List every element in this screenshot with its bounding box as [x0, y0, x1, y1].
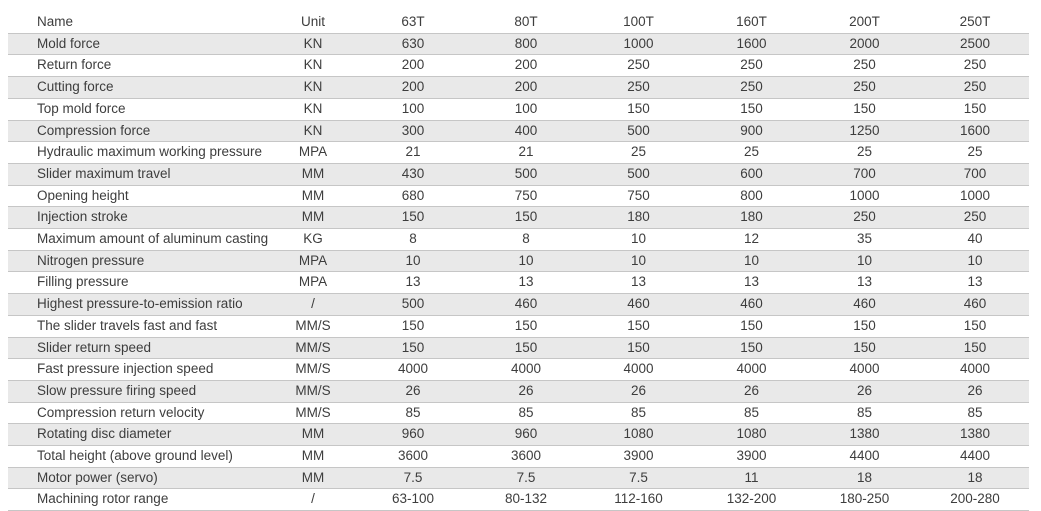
- value-cell: 200-280: [921, 489, 1029, 511]
- table-row: [8, 467, 1029, 489]
- value-cell: 112-160: [582, 489, 695, 511]
- value-cell: 200: [356, 77, 470, 99]
- spec-name-cell: Return force: [8, 55, 270, 77]
- unit-cell: MM: [270, 163, 356, 185]
- value-cell: 13: [582, 272, 695, 294]
- unit-cell: MPA: [270, 250, 356, 272]
- value-cell: 700: [808, 163, 921, 185]
- value-cell: 26: [470, 380, 582, 402]
- spec-name-cell: Slow pressure firing speed: [8, 380, 270, 402]
- value-cell: 21: [470, 142, 582, 164]
- value-cell: 250: [582, 55, 695, 77]
- value-cell: 1080: [582, 424, 695, 446]
- spec-name-cell: Highest pressure-to-emission ratio: [8, 294, 270, 316]
- value-cell: 11: [695, 467, 808, 489]
- unit-cell: MM: [270, 185, 356, 207]
- spec-name-cell: The slider travels fast and fast: [8, 315, 270, 337]
- table-row: [8, 77, 1029, 99]
- unit-cell: /: [270, 294, 356, 316]
- value-cell: 8: [470, 229, 582, 251]
- value-cell: 10: [921, 250, 1029, 272]
- value-cell: 85: [582, 402, 695, 424]
- spec-name-cell: Injection stroke: [8, 207, 270, 229]
- value-cell: 1380: [921, 424, 1029, 446]
- value-cell: 26: [582, 380, 695, 402]
- value-cell: 10: [808, 250, 921, 272]
- unit-cell: MPA: [270, 272, 356, 294]
- unit-cell: /: [270, 489, 356, 511]
- value-cell: 10: [582, 250, 695, 272]
- value-cell: 18: [921, 467, 1029, 489]
- table-row: [8, 359, 1029, 381]
- spec-name-cell: Rotating disc diameter: [8, 424, 270, 446]
- value-cell: 25: [695, 142, 808, 164]
- value-cell: 180: [695, 207, 808, 229]
- spec-name-cell: Compression return velocity: [8, 402, 270, 424]
- table-row: [8, 489, 1029, 511]
- spec-name-cell: Hydraulic maximum working pressure: [8, 142, 270, 164]
- unit-cell: MPA: [270, 142, 356, 164]
- value-cell: 150: [808, 315, 921, 337]
- value-cell: 85: [470, 402, 582, 424]
- value-cell: 7.5: [356, 467, 470, 489]
- unit-cell: MM: [270, 467, 356, 489]
- value-cell: 250: [808, 55, 921, 77]
- value-cell: 4400: [808, 446, 921, 468]
- value-cell: 630: [356, 33, 470, 55]
- table-row: [8, 55, 1029, 77]
- value-cell: 150: [356, 207, 470, 229]
- spec-name-cell: Total height (above ground level): [8, 446, 270, 468]
- value-cell: 1600: [921, 120, 1029, 142]
- value-cell: 960: [470, 424, 582, 446]
- unit-cell: MM/S: [270, 315, 356, 337]
- value-cell: 10: [695, 250, 808, 272]
- value-cell: 4000: [470, 359, 582, 381]
- unit-cell: KN: [270, 55, 356, 77]
- value-cell: 150: [695, 337, 808, 359]
- column-header: 250T: [921, 12, 1029, 33]
- value-cell: 13: [808, 272, 921, 294]
- value-cell: 460: [921, 294, 1029, 316]
- value-cell: 430: [356, 163, 470, 185]
- table-row: [8, 250, 1029, 272]
- value-cell: 150: [582, 315, 695, 337]
- spec-name-cell: Motor power (servo): [8, 467, 270, 489]
- table-row: [8, 272, 1029, 294]
- value-cell: 26: [695, 380, 808, 402]
- value-cell: 250: [921, 77, 1029, 99]
- value-cell: 600: [695, 163, 808, 185]
- value-cell: 3900: [695, 446, 808, 468]
- table-row: [8, 33, 1029, 55]
- spec-name-cell: Filling pressure: [8, 272, 270, 294]
- value-cell: 2500: [921, 33, 1029, 55]
- value-cell: 250: [582, 77, 695, 99]
- value-cell: 500: [582, 163, 695, 185]
- value-cell: 250: [921, 207, 1029, 229]
- value-cell: 1380: [808, 424, 921, 446]
- value-cell: 132-200: [695, 489, 808, 511]
- table-row: [8, 446, 1029, 468]
- value-cell: 35: [808, 229, 921, 251]
- value-cell: 4000: [356, 359, 470, 381]
- spec-table: [8, 12, 1029, 511]
- value-cell: 85: [921, 402, 1029, 424]
- value-cell: 150: [921, 315, 1029, 337]
- column-header: Unit: [270, 12, 356, 33]
- table-row: [8, 98, 1029, 120]
- value-cell: 7.5: [582, 467, 695, 489]
- value-cell: 700: [921, 163, 1029, 185]
- value-cell: 500: [356, 294, 470, 316]
- value-cell: 85: [695, 402, 808, 424]
- column-header: 160T: [695, 12, 808, 33]
- table-row: [8, 229, 1029, 251]
- table-row: [8, 142, 1029, 164]
- value-cell: 3600: [356, 446, 470, 468]
- table-row: [8, 163, 1029, 185]
- value-cell: 21: [356, 142, 470, 164]
- value-cell: 200: [356, 55, 470, 77]
- unit-cell: KN: [270, 33, 356, 55]
- value-cell: 26: [921, 380, 1029, 402]
- value-cell: 460: [582, 294, 695, 316]
- unit-cell: MM/S: [270, 380, 356, 402]
- value-cell: 1600: [695, 33, 808, 55]
- value-cell: 100: [470, 98, 582, 120]
- value-cell: 1000: [808, 185, 921, 207]
- value-cell: 150: [695, 98, 808, 120]
- value-cell: 500: [470, 163, 582, 185]
- value-cell: 4000: [808, 359, 921, 381]
- spec-name-cell: Machining rotor range: [8, 489, 270, 511]
- header-row: [8, 12, 1029, 33]
- value-cell: 750: [582, 185, 695, 207]
- table-row: [8, 380, 1029, 402]
- value-cell: 180: [582, 207, 695, 229]
- value-cell: 1250: [808, 120, 921, 142]
- value-cell: 460: [808, 294, 921, 316]
- value-cell: 200: [470, 77, 582, 99]
- column-header: 80T: [470, 12, 582, 33]
- value-cell: 150: [582, 98, 695, 120]
- value-cell: 200: [470, 55, 582, 77]
- value-cell: 13: [470, 272, 582, 294]
- table-row: [8, 185, 1029, 207]
- value-cell: 12: [695, 229, 808, 251]
- spec-name-cell: Opening height: [8, 185, 270, 207]
- value-cell: 25: [808, 142, 921, 164]
- value-cell: 3900: [582, 446, 695, 468]
- value-cell: 4000: [921, 359, 1029, 381]
- value-cell: 250: [921, 55, 1029, 77]
- spec-name-cell: Mold force: [8, 33, 270, 55]
- value-cell: 300: [356, 120, 470, 142]
- value-cell: 800: [470, 33, 582, 55]
- spec-name-cell: Top mold force: [8, 98, 270, 120]
- value-cell: 3600: [470, 446, 582, 468]
- value-cell: 250: [808, 207, 921, 229]
- value-cell: 8: [356, 229, 470, 251]
- spec-name-cell: Nitrogen pressure: [8, 250, 270, 272]
- value-cell: 750: [470, 185, 582, 207]
- value-cell: 2000: [808, 33, 921, 55]
- value-cell: 63-100: [356, 489, 470, 511]
- value-cell: 150: [356, 337, 470, 359]
- value-cell: 250: [695, 77, 808, 99]
- column-header: 63T: [356, 12, 470, 33]
- unit-cell: MM/S: [270, 359, 356, 381]
- value-cell: 4000: [582, 359, 695, 381]
- table-row: [8, 424, 1029, 446]
- value-cell: 18: [808, 467, 921, 489]
- value-cell: 150: [356, 315, 470, 337]
- value-cell: 400: [470, 120, 582, 142]
- value-cell: 13: [921, 272, 1029, 294]
- value-cell: 150: [470, 207, 582, 229]
- value-cell: 150: [808, 337, 921, 359]
- unit-cell: KN: [270, 120, 356, 142]
- value-cell: 1080: [695, 424, 808, 446]
- spec-name-cell: Maximum amount of aluminum casting: [8, 229, 270, 251]
- table-row: [8, 402, 1029, 424]
- value-cell: 460: [695, 294, 808, 316]
- value-cell: 150: [921, 337, 1029, 359]
- value-cell: 150: [470, 315, 582, 337]
- value-cell: 100: [356, 98, 470, 120]
- unit-cell: MM/S: [270, 337, 356, 359]
- value-cell: 1000: [582, 33, 695, 55]
- column-header: 100T: [582, 12, 695, 33]
- value-cell: 85: [356, 402, 470, 424]
- value-cell: 460: [470, 294, 582, 316]
- value-cell: 800: [695, 185, 808, 207]
- table-row: [8, 315, 1029, 337]
- spec-name-cell: Cutting force: [8, 77, 270, 99]
- unit-cell: MM/S: [270, 402, 356, 424]
- value-cell: 250: [695, 55, 808, 77]
- spec-name-cell: Slider return speed: [8, 337, 270, 359]
- unit-cell: KN: [270, 98, 356, 120]
- unit-cell: MM: [270, 207, 356, 229]
- value-cell: 13: [356, 272, 470, 294]
- unit-cell: MM: [270, 446, 356, 468]
- value-cell: 150: [921, 98, 1029, 120]
- value-cell: 26: [808, 380, 921, 402]
- value-cell: 40: [921, 229, 1029, 251]
- value-cell: 680: [356, 185, 470, 207]
- table-row: [8, 337, 1029, 359]
- table-body: [8, 33, 1029, 510]
- value-cell: 10: [470, 250, 582, 272]
- value-cell: 4000: [695, 359, 808, 381]
- value-cell: 500: [582, 120, 695, 142]
- value-cell: 1000: [921, 185, 1029, 207]
- table-row: [8, 207, 1029, 229]
- spec-name-cell: Fast pressure injection speed: [8, 359, 270, 381]
- value-cell: 4400: [921, 446, 1029, 468]
- spec-name-cell: Slider maximum travel: [8, 163, 270, 185]
- column-header: 200T: [808, 12, 921, 33]
- table-row: [8, 120, 1029, 142]
- value-cell: 10: [582, 229, 695, 251]
- value-cell: 150: [695, 315, 808, 337]
- column-header: Name: [8, 12, 270, 33]
- value-cell: 25: [921, 142, 1029, 164]
- value-cell: 26: [356, 380, 470, 402]
- value-cell: 960: [356, 424, 470, 446]
- unit-cell: KG: [270, 229, 356, 251]
- value-cell: 180-250: [808, 489, 921, 511]
- unit-cell: MM: [270, 424, 356, 446]
- unit-cell: KN: [270, 77, 356, 99]
- value-cell: 25: [582, 142, 695, 164]
- value-cell: 150: [582, 337, 695, 359]
- table-row: [8, 294, 1029, 316]
- value-cell: 150: [808, 98, 921, 120]
- value-cell: 13: [695, 272, 808, 294]
- value-cell: 7.5: [470, 467, 582, 489]
- value-cell: 85: [808, 402, 921, 424]
- value-cell: 10: [356, 250, 470, 272]
- value-cell: 900: [695, 120, 808, 142]
- value-cell: 80-132: [470, 489, 582, 511]
- value-cell: 250: [808, 77, 921, 99]
- value-cell: 150: [470, 337, 582, 359]
- spec-name-cell: Compression force: [8, 120, 270, 142]
